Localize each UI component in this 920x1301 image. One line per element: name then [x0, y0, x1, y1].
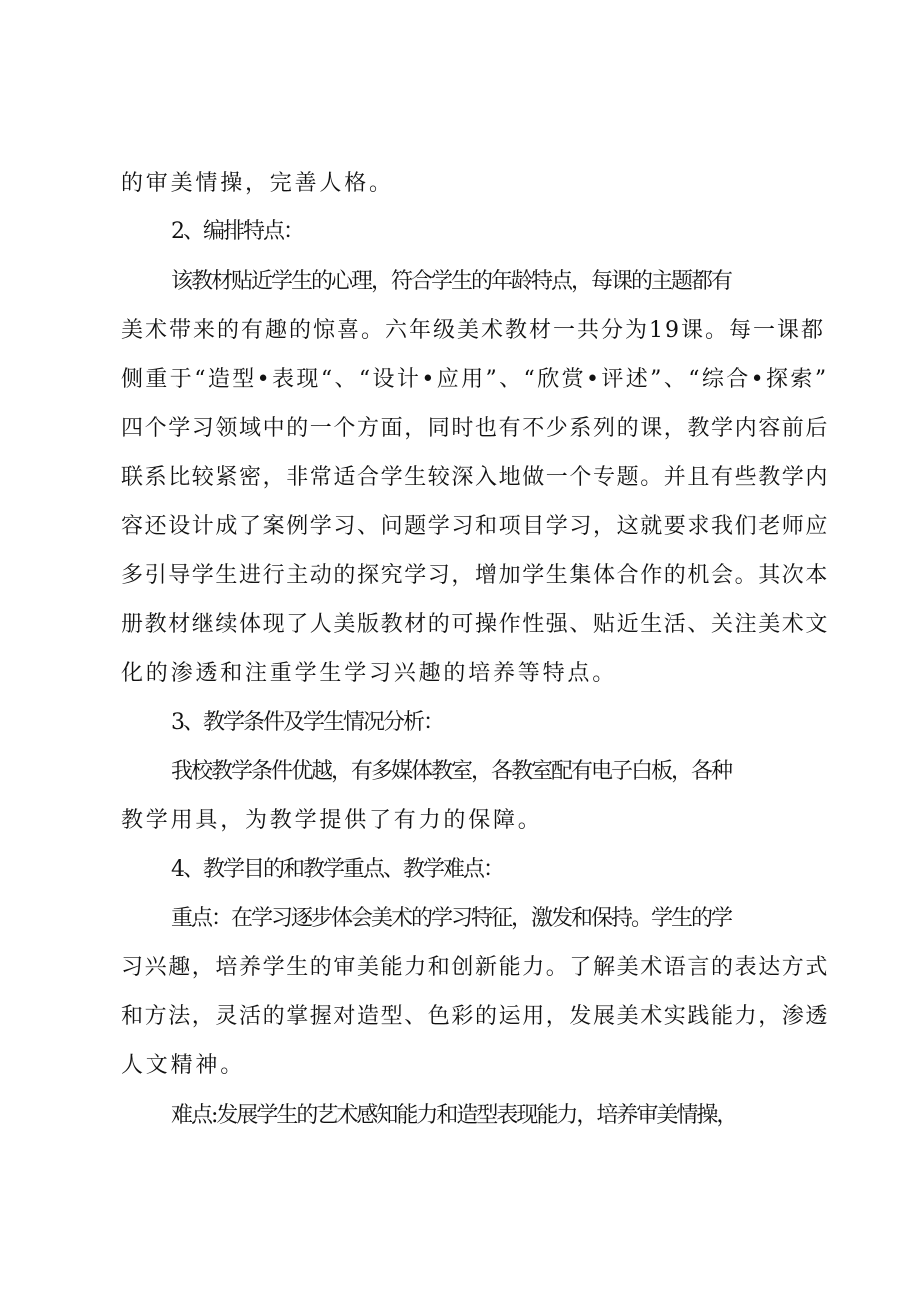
- text-line: 难点:发展学生的艺术感知能力和造型表现能力，培养审美情操，: [171, 1103, 737, 1128]
- text-line: 四个学习领域中的一个方面，同时也有不少系列的课，教学内容前后: [121, 416, 830, 441]
- text-line: 习兴趣，培养学生的审美能力和创新能力。了解美术语言的表达方式: [121, 955, 830, 980]
- text-line: 册教材继续体现了人美版教材的可操作性强、贴近生活、关注美术文: [121, 612, 830, 637]
- text-line: 的审美情操，完善人格。: [121, 171, 394, 196]
- text-line: 联系比较紧密，非常适合学生较深入地做一个专题。并且有些教学内: [121, 465, 830, 490]
- text-line: 人文精神。: [121, 1053, 246, 1078]
- text-line: 化的渗透和注重学生学习兴趣的培养等特点。: [121, 661, 618, 686]
- text-line: 美术带来的有趣的惊喜。六年级美术教材一共分为19课。每一课都: [121, 318, 825, 343]
- section-heading: 4、教学目的和教学重点、教学难点：: [171, 857, 503, 882]
- text-line: 该教材贴近学生的心理，符合学生的年龄特点，每课的主题都有: [171, 269, 732, 294]
- text-line: 我校教学条件优越，有多媒体教室，各教室配有电子白板，各种: [171, 759, 732, 784]
- text-line: 教学用具，为教学提供了有力的保障。: [121, 808, 543, 833]
- section-heading: 3、教学条件及学生情况分析：: [171, 710, 443, 735]
- text-line: 重点：在学习逐步体会美术的学习特征，激发和保持。学生的学: [171, 906, 732, 931]
- text-line: 容还设计成了案例学习、问题学习和项目学习，这就要求我们老师应: [121, 514, 830, 539]
- text-line: 侧重于“造型•表现“、“设计•应用”、“欣赏•评述”、“综合•探索”: [121, 367, 829, 392]
- section-heading: 2、编排特点：: [171, 219, 303, 244]
- text-line: 和方法，灵活的掌握对造型、色彩的运用，发展美术实践能力，渗透: [121, 1004, 830, 1029]
- text-line: 多引导学生进行主动的探究学习，增加学生集体合作的机会。其次本: [121, 563, 830, 588]
